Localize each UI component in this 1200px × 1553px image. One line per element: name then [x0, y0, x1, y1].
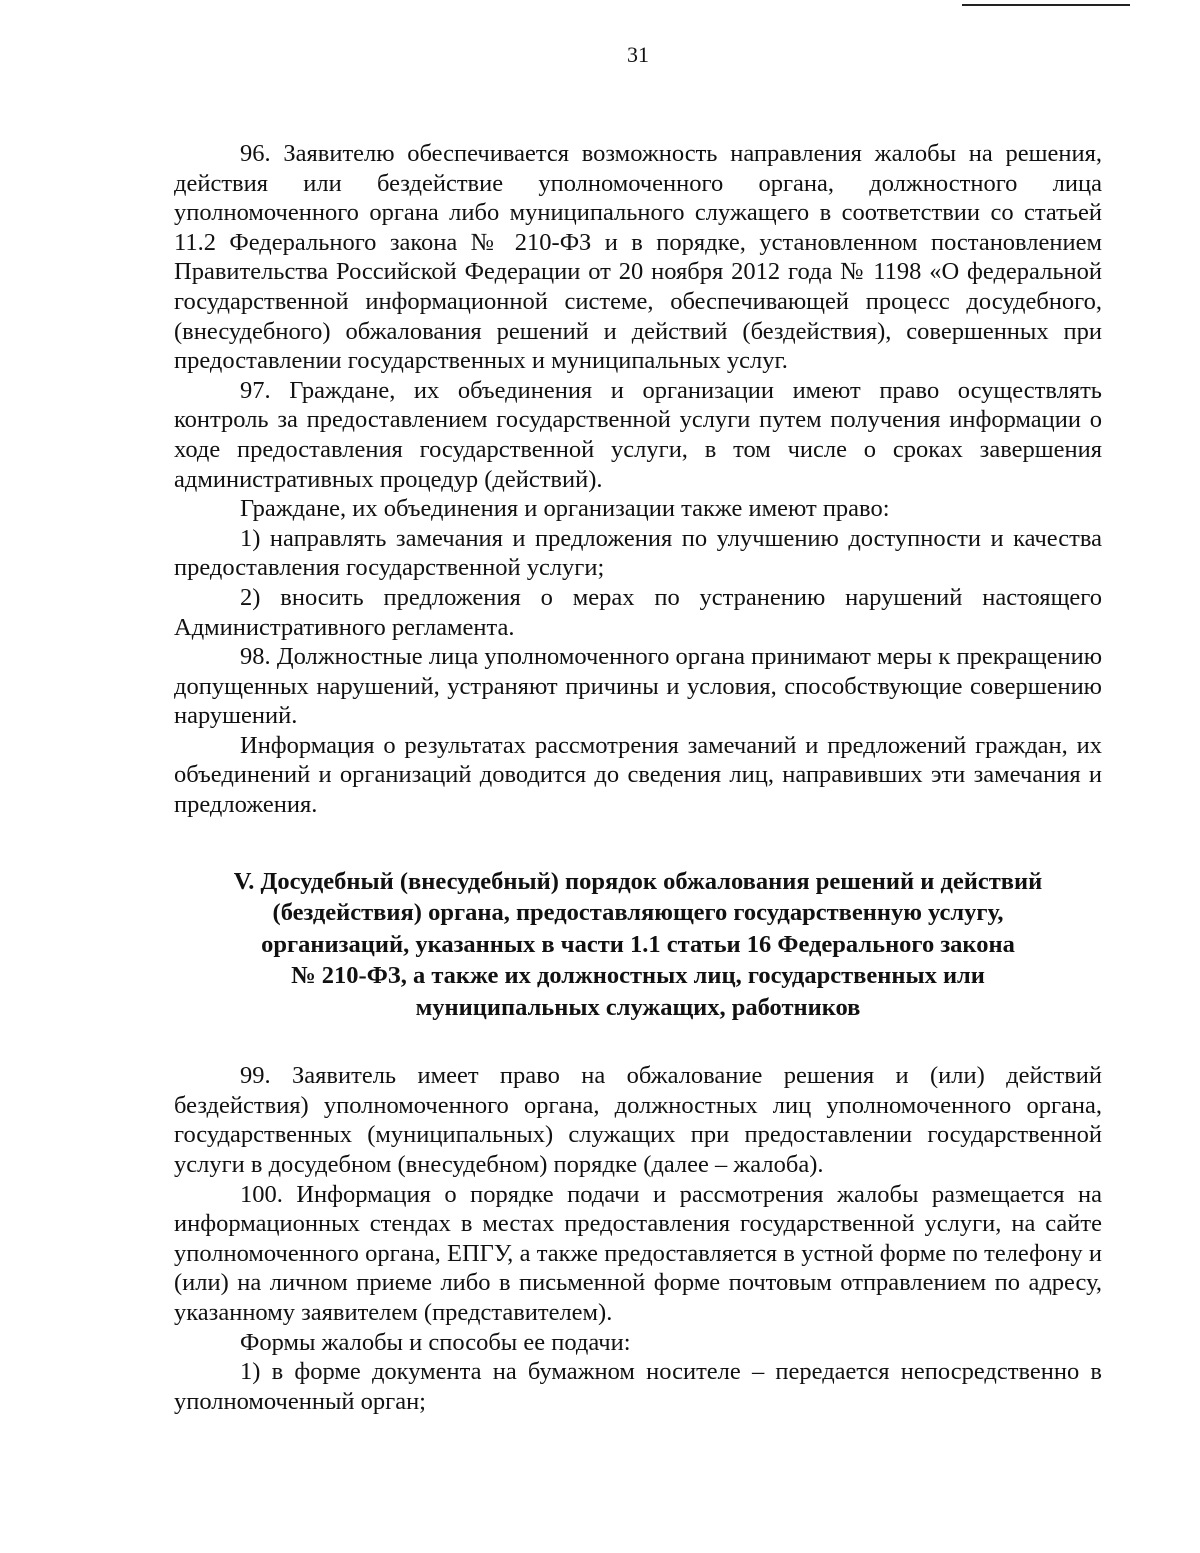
section-heading-line: муниципальных служащих, работников	[415, 993, 861, 1021]
paragraph-right-2: 2) вносить предложения о мерах по устранению нарушений настоящего Административного регламента.	[174, 583, 1102, 641]
paragraph-rights-intro: Граждане, их объединения и организации также имеют право:	[240, 495, 890, 523]
section-v-heading	[174, 866, 1102, 1024]
section-heading-line: V. Досудебный (внесудебный) порядок обжалования решений и действий	[233, 867, 1043, 895]
document-body	[174, 139, 1102, 1416]
section-heading-line: (бездействия) органа, предоставляющего государственную услугу,	[272, 899, 1004, 927]
paragraph-99: 99. Заявитель имеет право на обжалование решения и (или) действий бездействия) уполномоченного органа, должностных лиц уполномоченного органа, государственных (муниципальных) служащих при предоставлении государственной услуги в досудебном (внесудебном) порядке (далее – жалоба).	[174, 1062, 1102, 1178]
section-heading-line: № 210-ФЗ, а также их должностных лиц, государственных или	[291, 962, 985, 990]
paragraph-97: 97. Граждане, их объединения и организации имеют право осуществлять контроль за предоставлением государственной услуги путем получения информации о ходе предоставления государственной услуги, в том числе о сроках завершения административных процедур (действий).	[174, 376, 1102, 493]
paragraph-forms-intro: Формы жалобы и способы ее подачи:	[240, 1328, 631, 1356]
paragraph-98: 98. Должностные лица уполномоченного органа принимают меры к прекращению допущенных нарушений, устраняют причины и условия, способствующие совершению нарушений.	[174, 643, 1102, 730]
paragraph-right-1: 1) направлять замечания и предложения по улучшению доступности и качества предоставления государственной услуги;	[174, 524, 1102, 582]
paragraph-100: 100. Информация о порядке подачи и рассмотрения жалобы размещается на информационных стендах в местах предоставления государственной услуги, на сайте уполномоченного органа, ЕПГУ, а также предоставляется в устной форме по телефону и (или) на личном приеме либо в письменной форме почтовым отправлением по адресу, указанному заявителем (представителем).	[174, 1180, 1102, 1326]
page-number: 31	[627, 42, 649, 67]
paragraph-results-info: Информация о результатах рассмотрения замечаний и предложений граждан, их объединений и организаций доводится до сведения лиц, направивших эти замечания и предложения.	[174, 731, 1102, 819]
paragraph-form-1: 1) в форме документа на бумажном носителе – передается непосредственно в уполномоченный орган;	[174, 1358, 1102, 1415]
paragraph-96: 96. Заявителю обеспечивается возможность направления жалобы на решения, действия или бездействие уполномоченного органа, должностного лица уполномоченного органа либо муниципального служащего в соответствии со статьей 11.2 Федерального закона № 210-ФЗ и в порядке, установленном постановлением Правительства Российской Федерации от 20 ноября 2012 года № 1198 «О федеральной государственной информационной системе, обеспечивающей процесс досудебного, (внесудебного) обжалования решений и действий (бездействия), совершенных при предоставлении государственных и муниципальных услуг.	[174, 140, 1102, 375]
section-heading-line: организаций, указанных в части 1.1 статьи 16 Федерального закона	[261, 930, 1015, 958]
scan-edge-line	[962, 4, 1130, 6]
